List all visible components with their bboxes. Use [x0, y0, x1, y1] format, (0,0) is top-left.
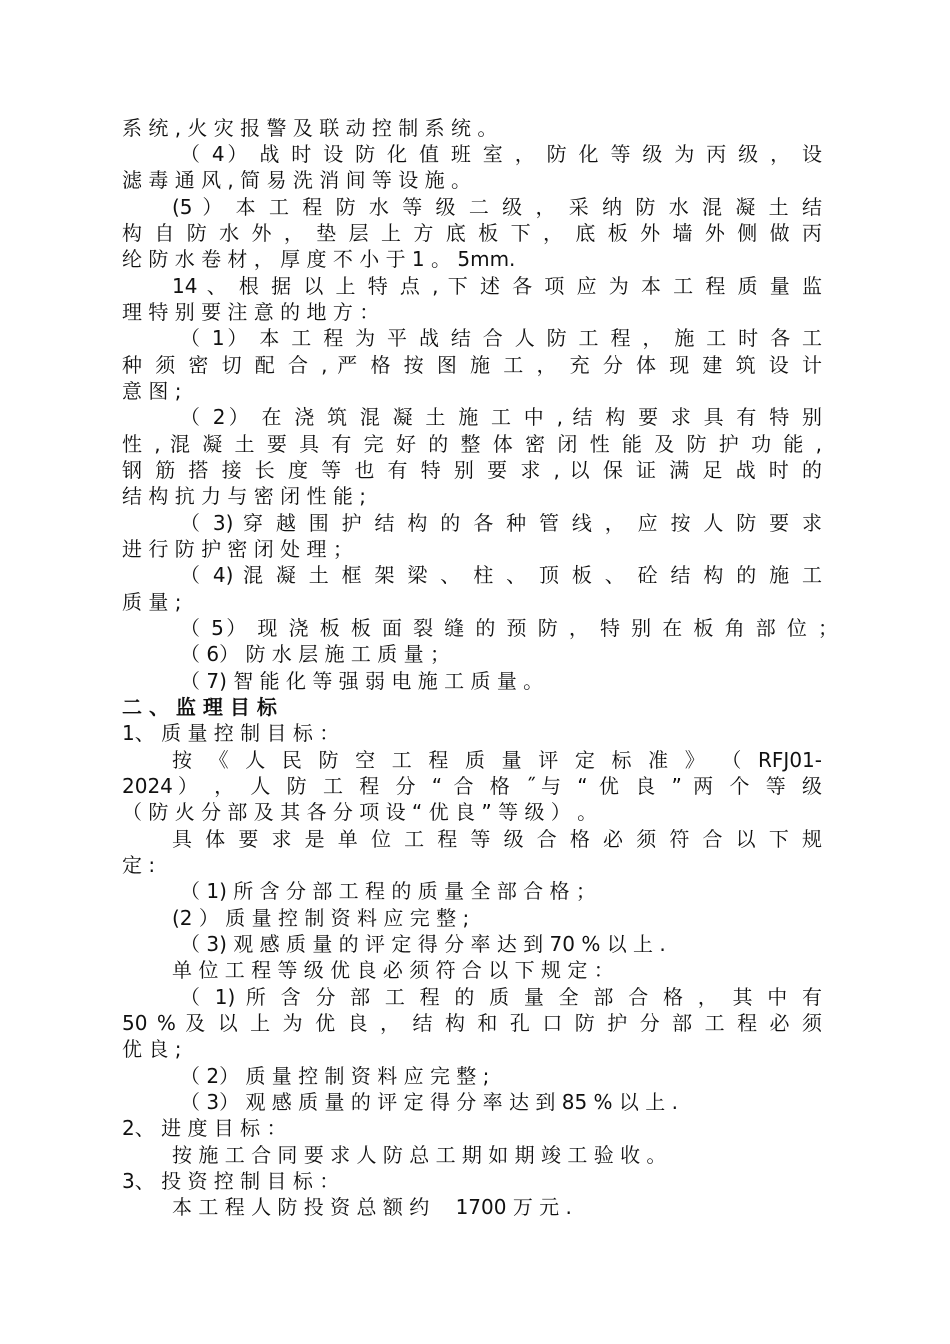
line-13: 钢 筋 搭 接 长 度 等 也 有 特 别 要 求 , 以 保 证 满 足 战 时 的	[122, 458, 822, 482]
line-2: 滤 毒 通 风 , 简 易 洗 消 间 等 设 施 。	[122, 168, 472, 192]
line-16: 进 行 防 护 密 闭 处 理 ；	[122, 537, 353, 561]
line-1: （ 4） 战 时 设 防 化 值 班 室 ， 防 化 等 级 为 丙 级 ， 设	[180, 142, 822, 166]
line-40: 3、 投 资 控 制 目 标 ：	[122, 1169, 340, 1193]
line-12: 性 , 混 凝 土 要 具 有 完 好 的 整 体 密 闭 性 能 及 防 护 功 能 ,	[122, 432, 822, 456]
line-25: 2024） ， 人 防 工 程 分 “ 合 格 ˝与 “ 优 良 ” 两 个 等 级	[122, 774, 822, 798]
section-heading-supervision-goals: 二 、 监 理 目 标	[122, 695, 277, 719]
line-3: (5 ） 本 工 程 防 水 等 级 二 级 ， 采 纳 防 水 混 凝 土 结	[172, 195, 822, 219]
line-29: （ 1) 所 含 分 部 工 程 的 质 量 全 部 合 格 ；	[180, 879, 596, 903]
line-5: 纶 防 水 卷 材 ， 厚 度 不 小 于 1 。 5mm.	[122, 247, 516, 271]
line-7: 理 特 别 要 注 意 的 地 方 ：	[122, 300, 380, 324]
line-18: 质 量 ;	[122, 590, 182, 614]
line-8: （ 1） 本 工 程 为 平 战 结 合 人 防 工 程 ， 施 工 时 各 工	[180, 326, 822, 350]
line-23: 1、 质 量 控 制 目 标 ：	[122, 721, 340, 745]
line-17: （ 4) 混 凝 土 框 架 梁 、 柱 、 顶 板 、 砼 结 构 的 施 工	[180, 563, 822, 587]
line-32: 单 位 工 程 等 级 优 良 必 须 符 合 以 下 规 定 ：	[172, 958, 614, 982]
line-31: （ 3) 观 感 质 量 的 评 定 得 分 率 达 到 70 % 以 上 .	[180, 932, 666, 956]
line-21: （ 7) 智 能 化 等 强 弱 电 施 工 质 量 。	[180, 669, 544, 693]
line-36: （ 2） 质 量 控 制 资 料 应 完 整 ;	[180, 1064, 490, 1088]
line-39: 按 施 工 合 同 要 求 人 防 总 工 期 如 期 竣 工 验 收 。	[172, 1143, 667, 1167]
line-27: 具 体 要 求 是 单 位 工 程 等 级 合 格 必 须 符 合 以 下 规	[172, 827, 822, 851]
line-19: （ 5） 现 浇 板 板 面 裂 缝 的 预 防 ， 特 别 在 板 角 部 位 ；	[180, 616, 838, 640]
line-4: 构 自 防 水 外 ， 垫 层 上 方 底 板 下 ， 底 板 外 墙 外 侧 做 丙	[122, 221, 822, 245]
line-15: （ 3) 穿 越 围 护 结 构 的 各 种 管 线 ， 应 按 人 防 要 求	[180, 511, 822, 535]
line-28: 定 :	[122, 853, 156, 877]
line-30: (2 ） 质 量 控 制 资 料 应 完 整 ;	[172, 906, 470, 930]
line-0: 系 统 , 火 灾 报 警 及 联 动 控 制 系 统 。	[122, 116, 498, 140]
line-41: 本 工 程 人 防 投 资 总 额 约 1700 万 元 .	[172, 1195, 572, 1219]
line-35: 优 良 ;	[122, 1037, 182, 1061]
line-33: （ 1) 所 含 分 部 工 程 的 质 量 全 部 合 格 ， 其 中 有	[180, 985, 822, 1009]
line-11: （ 2） 在 浇 筑 混 凝 土 施 工 中 , 结 构 要 求 具 有 特 别	[180, 405, 822, 429]
line-9: 种 须 密 切 配 合 , 严 格 按 图 施 工 ， 充 分 体 现 建 筑 设 计	[122, 353, 822, 377]
line-38: 2、 进 度 目 标 ：	[122, 1116, 287, 1140]
line-24: 按 《 人 民 防 空 工 程 质 量 评 定 标 准 》 （ RFJ01-	[172, 748, 822, 772]
line-34: 50 % 及 以 上 为 优 良 ， 结 构 和 孔 口 防 护 分 部 工 程 必 须	[122, 1011, 822, 1035]
line-14: 结 构 抗 力 与 密 闭 性 能 ;	[122, 484, 366, 508]
line-37: （ 3） 观 感 质 量 的 评 定 得 分 率 达 到 85 % 以 上 .	[180, 1090, 678, 1114]
line-26: （ 防 火 分 部 及 其 各 分 项 设 “ 优 良 ” 等 级 ） 。	[122, 800, 598, 824]
line-6: 14 、 根 据 以 上 特 点 , 下 述 各 项 应 为 本 工 程 质 量 监	[172, 274, 822, 298]
line-10: 意 图 ;	[122, 379, 182, 403]
line-20: （ 6） 防 水 层 施 工 质 量 ；	[180, 642, 450, 666]
